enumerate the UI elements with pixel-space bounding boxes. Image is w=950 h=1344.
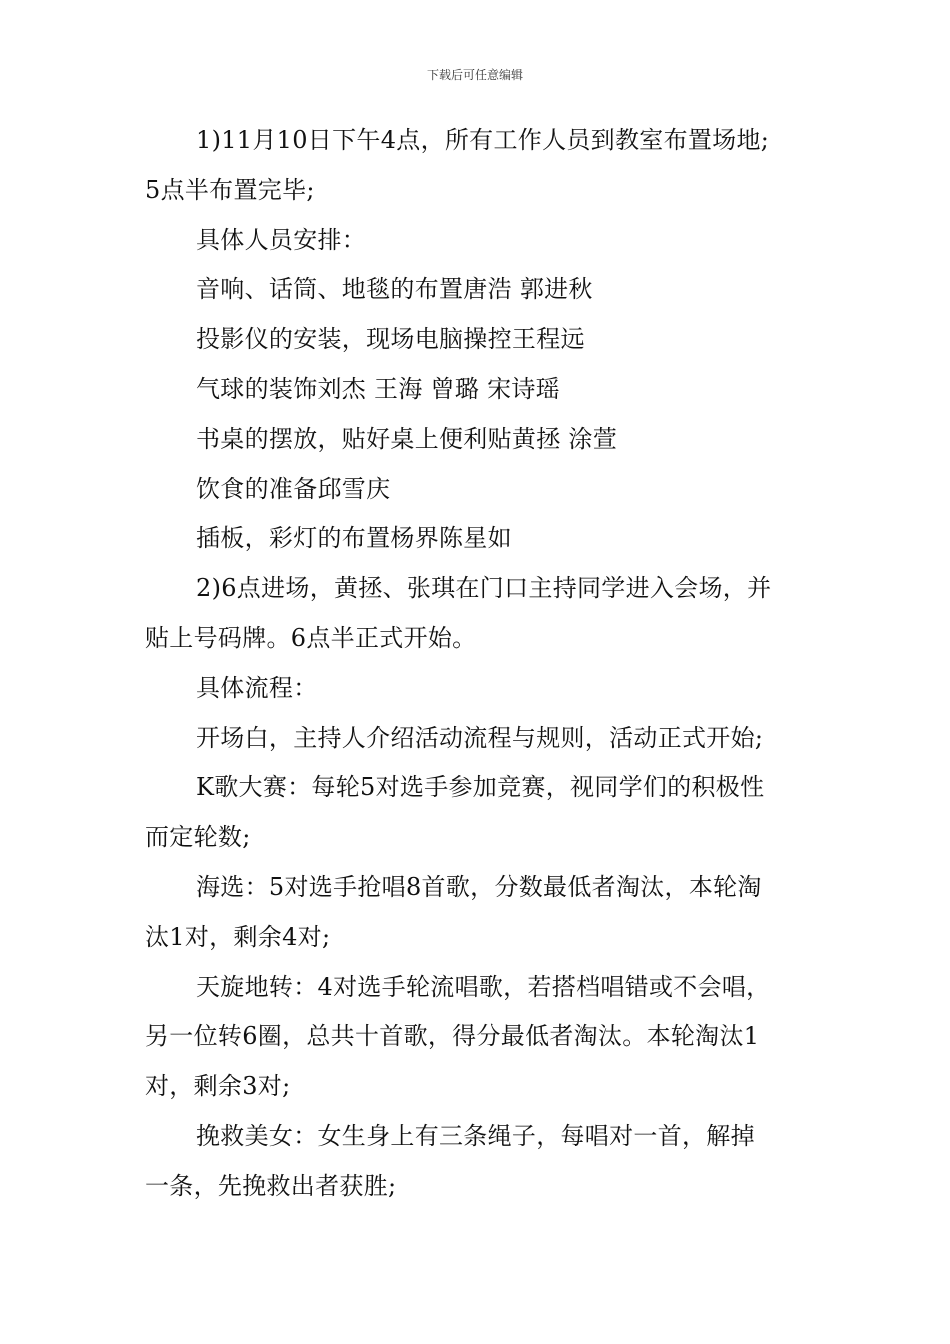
page-header: 下载后可任意编辑 bbox=[426, 68, 523, 82]
paragraph-line: 对，剩余3对; bbox=[145, 1072, 291, 1101]
paragraph-line: 1)11月10日下午4点，所有工作人员到教室布置场地; bbox=[196, 126, 770, 154]
paragraph-line: 贴上号码牌。6点半正式开始。 bbox=[145, 623, 477, 652]
paragraph-line: 一条，先挽救出者获胜; bbox=[145, 1171, 397, 1200]
paragraph-line: 具体人员安排： bbox=[196, 225, 367, 254]
paragraph-line: 具体流程： bbox=[196, 673, 318, 702]
paragraph-line: 而定轮数; bbox=[145, 823, 251, 852]
paragraph-line: 投影仪的安装，现场电脑操控王程远 bbox=[196, 325, 585, 354]
paragraph-line: 书桌的摆放，贴好桌上便利贴黄拯 涂萱 bbox=[196, 424, 618, 453]
paragraph-line: 开场白，主持人介绍活动流程与规则，活动正式开始; bbox=[196, 723, 764, 752]
paragraph-line: 挽救美女：女生身上有三条绳子，每唱对一首，解掉 bbox=[196, 1121, 755, 1150]
paragraph-line: 插板，彩灯的布置杨界陈星如 bbox=[196, 524, 512, 553]
document-body bbox=[145, 128, 810, 1224]
paragraph-line: 2)6点进场，黄拯、张琪在门口主持同学进入会场，并 bbox=[196, 574, 772, 603]
paragraph-line: 音响、话筒、地毯的布置唐浩 郭进秋 bbox=[196, 275, 593, 304]
paragraph-line: 气球的装饰刘杰 王海 曾璐 宋诗瑶 bbox=[196, 374, 560, 403]
paragraph-line: 饮食的准备邱雪庆 bbox=[196, 474, 391, 503]
paragraph-line: 5点半布置完毕; bbox=[145, 175, 315, 204]
paragraph-line: 另一位转6圈，总共十首歌，得分最低者淘汰。本轮淘汰1 bbox=[145, 1022, 760, 1051]
paragraph-line: K歌大赛：每轮5对选手参加竞赛，视同学们的积极性 bbox=[196, 773, 765, 802]
paragraph-line: 海选：5对选手抢唱8首歌，分数最低者淘汰，本轮淘 bbox=[196, 872, 762, 901]
paragraph-line: 汰1对，剩余4对; bbox=[145, 922, 331, 951]
paragraph-line: 天旋地转：4对选手轮流唱歌，若搭档唱错或不会唱， bbox=[196, 972, 771, 1001]
